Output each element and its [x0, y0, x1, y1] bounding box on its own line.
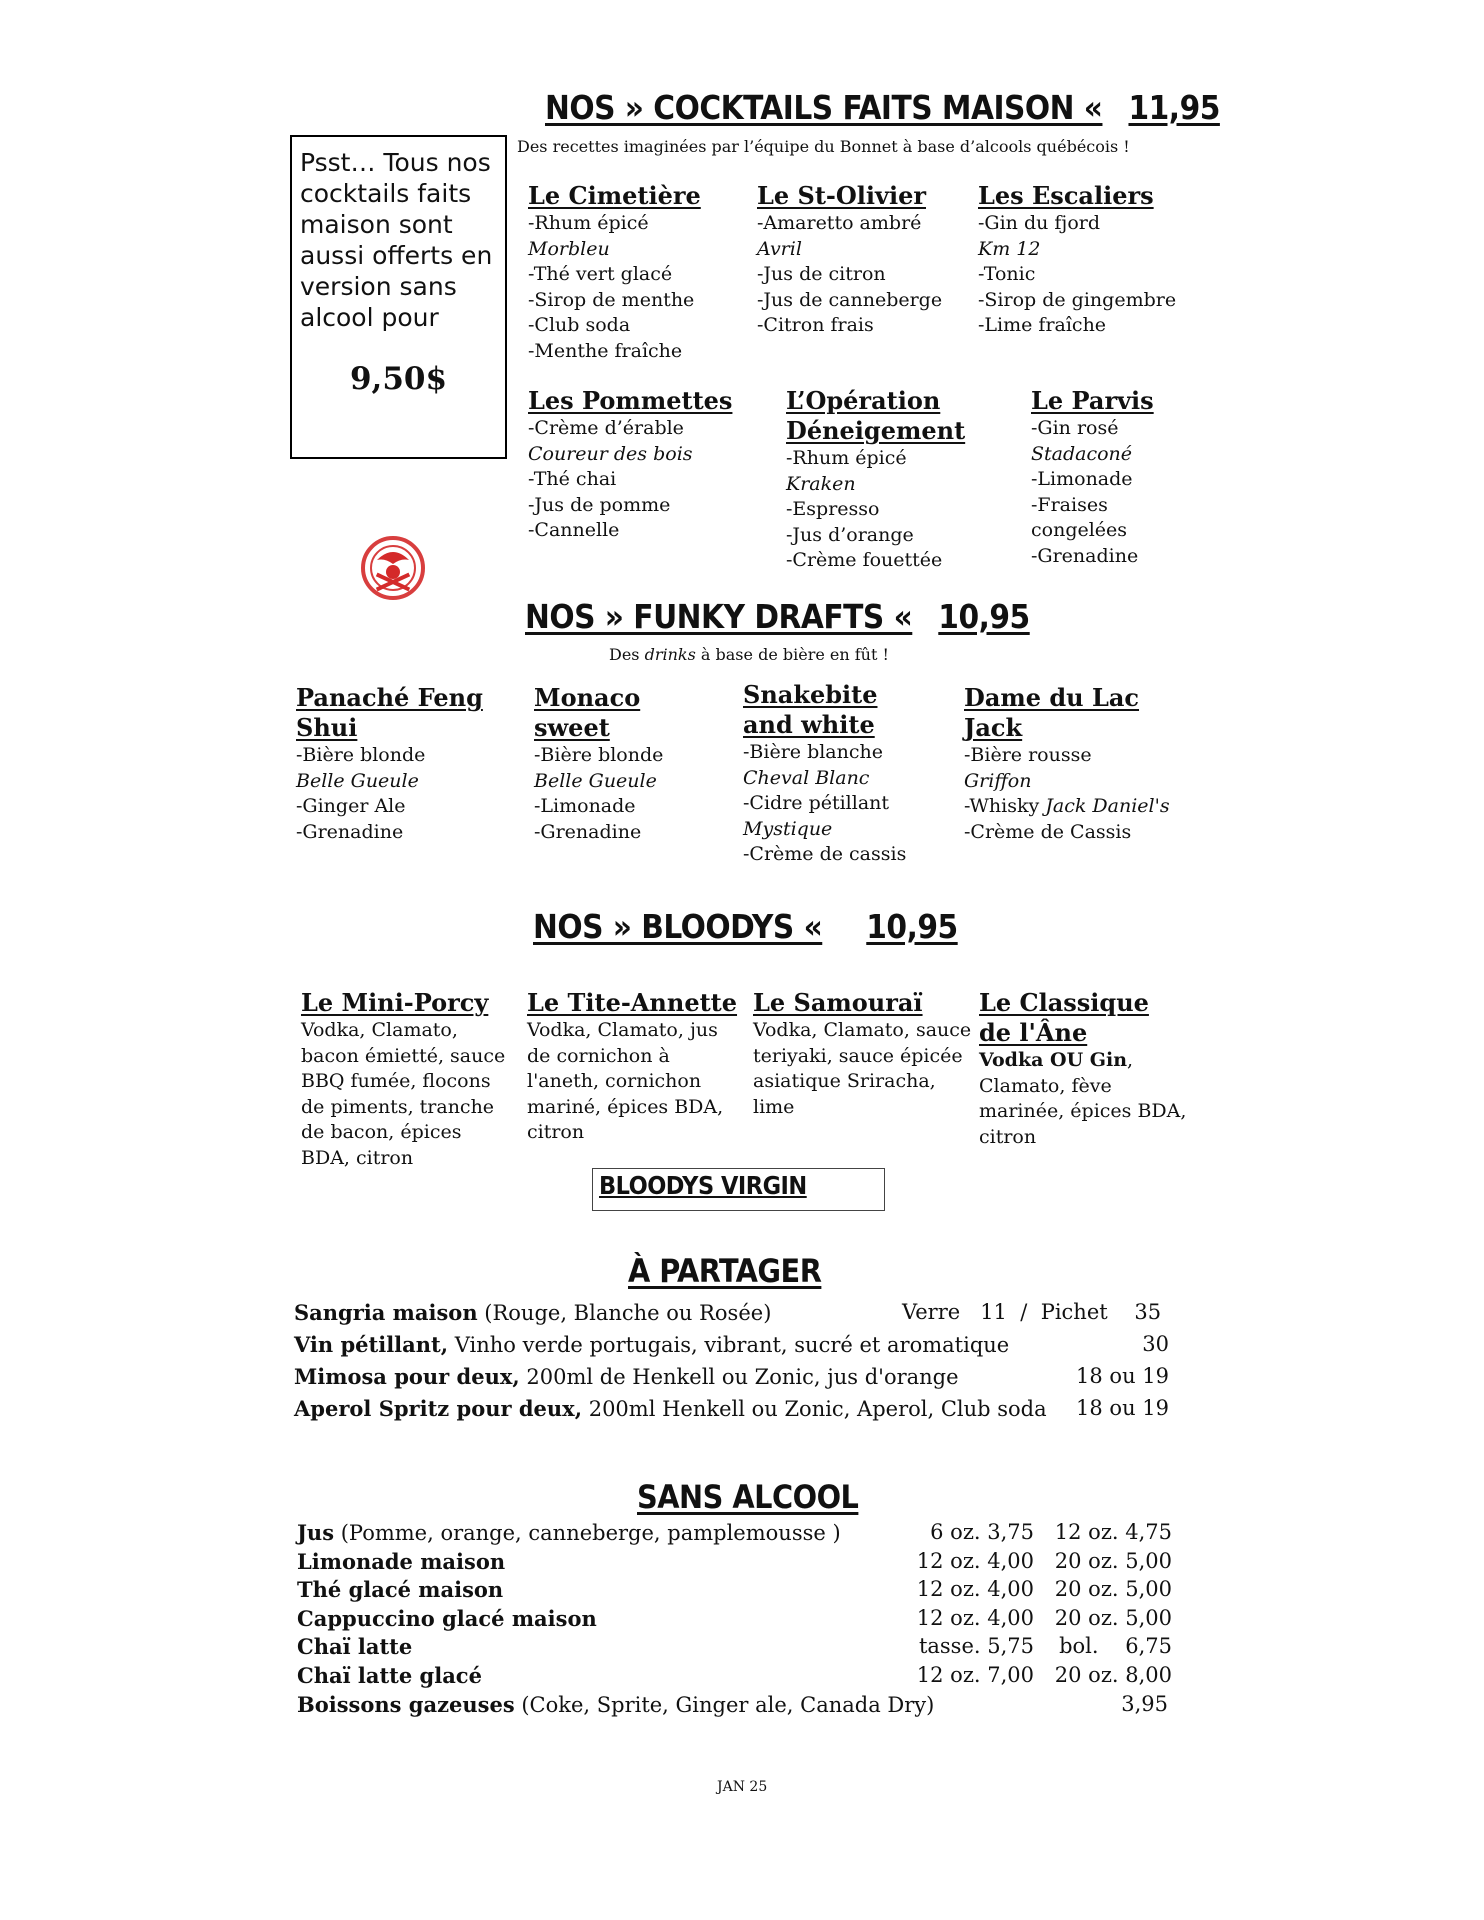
- ingredient: -Rhum épicé: [528, 212, 649, 234]
- ingredient: -Limonade: [534, 795, 636, 817]
- bloodys-price: 10,95: [866, 907, 958, 946]
- nonalc-p2: 3,95: [1121, 1692, 1168, 1716]
- ingredient: -Amaretto ambré: [757, 212, 922, 234]
- nonalc-row-cappuccino: Cappuccino glacé maison: [297, 1606, 597, 1631]
- ingredient: -Tonic: [978, 263, 1036, 285]
- drink-name: Monaco sweet: [534, 683, 641, 742]
- drink-name: Le Cimetière: [528, 181, 701, 210]
- drafts-title: [525, 597, 1030, 636]
- share-price: 30: [1142, 1332, 1169, 1356]
- ingredient: -Jus de pomme: [528, 493, 671, 516]
- ingredient: -Ginger Ale: [296, 795, 406, 817]
- ingredient: -Citron frais: [757, 314, 874, 336]
- share-row-vin-petillant: Vin pétillant, Vinho verde portugais, vibrant, sucré et aromatique 30: [294, 1332, 1169, 1357]
- non-alcoholic-note: [290, 135, 507, 459]
- ingredient-brand: Belle Gueule: [534, 769, 657, 792]
- ingredient: -Fraises congelées: [1031, 493, 1128, 541]
- nonalc-title: SANS ALCOOL: [637, 1478, 859, 1516]
- ingredient: -Cannelle: [528, 519, 620, 541]
- ingredient: -Cidre pétillant: [743, 792, 890, 814]
- nonalc-p2: 12 oz. 4,75: [1054, 1520, 1172, 1544]
- drink-name: Le St-Olivier: [757, 181, 926, 210]
- cocktails-title-text: NOS » COCKTAILS FAITS MAISON «: [545, 88, 1103, 127]
- draft-panache-feng-shui: [296, 683, 491, 845]
- ingredient: -Grenadine: [1031, 544, 1139, 567]
- share-row-mimosa: Mimosa pour deux, 200ml de Henkell ou Zonic, jus d'orange 18 ou 19: [294, 1364, 1169, 1389]
- ingredient: -Crème de cassis: [743, 843, 907, 865]
- note-price: 9,50$: [349, 361, 448, 397]
- ingredient: -Bière rousse: [964, 744, 1092, 766]
- drink-description: Vodka, Clamato, bacon émietté, sauce BBQ fumée, flocons de piments, tranche de bacon, épices BDA, citron: [301, 1019, 506, 1169]
- cocktail-les-pommettes: [528, 386, 748, 544]
- nonalc-p1: 12 oz. 7,00: [916, 1663, 1034, 1687]
- cocktail-operation-deneigement: [786, 386, 986, 574]
- ingredient: -Sirop de menthe: [528, 288, 695, 311]
- share-price: 18 ou 19: [1076, 1364, 1169, 1388]
- bloody-le-classique-de-lane: [979, 988, 1189, 1150]
- ingredient: -Limonade: [1031, 468, 1133, 490]
- ingredient: -Espresso: [786, 498, 880, 520]
- ingredient-brand: Km 12: [978, 237, 1041, 260]
- nonalc-p1: 12 oz. 4,00: [916, 1577, 1034, 1601]
- draft-monaco-sweet: [534, 683, 684, 845]
- ingredient: -Menthe fraîche: [528, 339, 683, 362]
- drink-description: Vodka, Clamato, jus de cornichon à l'aneth, cornichon mariné, épices BDA, citron: [527, 1019, 724, 1143]
- footer-date: JAN 25: [717, 1779, 768, 1795]
- nonalc-row-chai-latte: Chaï latte: [297, 1634, 413, 1659]
- ingredient: -Crème de Cassis: [964, 820, 1132, 843]
- ingredient-brand: Stadaconé: [1031, 442, 1133, 465]
- drafts-subtitle: Des drinks à base de bière en fût !: [609, 645, 889, 664]
- ingredient-brand: Coureur des bois: [528, 442, 693, 465]
- nonalc-row-jus: Jus (Pomme, orange, canneberge, pamplemousse ): [297, 1520, 841, 1545]
- nonalc-row-limonade: Limonade maison: [297, 1549, 506, 1574]
- cocktail-les-escaliers: [978, 181, 1208, 339]
- nonalc-p1: tasse. 5,75: [918, 1634, 1034, 1658]
- drink-name: L’Opération Déneigement: [786, 386, 966, 445]
- ingredient-brand: Belle Gueule: [296, 769, 419, 792]
- ingredient: -Club soda: [528, 314, 631, 336]
- bloodys-virgin-label: BLOODYS VIRGIN: [599, 1171, 807, 1200]
- nonalc-p1: 12 oz. 4,00: [916, 1606, 1034, 1630]
- ingredient: -Rhum épicé: [786, 447, 907, 469]
- bloody-le-tite-annette: [527, 988, 739, 1146]
- ingredient: -Bière blonde: [534, 744, 664, 766]
- ingredient-brand: Morbleu: [528, 237, 610, 260]
- ingredient: -Thé chai: [528, 468, 617, 490]
- drink-name: Le Parvis: [1031, 386, 1154, 415]
- cocktail-le-cimetiere: [528, 181, 748, 364]
- nonalc-p2: bol. 6,75: [1059, 1634, 1172, 1658]
- drink-name: Panaché Feng Shui: [296, 683, 483, 742]
- ingredient-brand: Mystique: [743, 817, 833, 840]
- bloodys-title: [533, 907, 958, 946]
- ingredient: -Lime fraîche: [978, 314, 1107, 336]
- drink-name: Dame du Lac Jack: [964, 683, 1140, 742]
- ingredient: -Sirop de gingembre: [978, 288, 1177, 311]
- drink-name: Le Mini-Porcy: [301, 988, 489, 1017]
- draft-dame-du-lac-jack: [964, 683, 1184, 845]
- cocktails-price: 11,95: [1128, 88, 1220, 127]
- ingredient: -Jus d’orange: [786, 523, 914, 546]
- ingredient: -Crème fouettée: [786, 549, 943, 571]
- nonalc-row-chai-latte-glace: Chaï latte glacé: [297, 1663, 482, 1688]
- drink-description: Vodka, Clamato, sauce teriyaki, sauce épicée asiatique Sriracha, lime: [753, 1019, 972, 1118]
- drafts-title-text: NOS » FUNKY DRAFTS «: [525, 597, 913, 636]
- share-price: Verre 11 / Pichet 35: [902, 1300, 1162, 1324]
- share-price: 18 ou 19: [1076, 1396, 1169, 1420]
- ingredient: -Crème d’érable: [528, 417, 684, 439]
- drink-name: Le Samouraï: [753, 988, 923, 1017]
- drink-name: Les Pommettes: [528, 386, 733, 415]
- bloodys-title-text: NOS » BLOODYS «: [533, 907, 823, 946]
- ingredient: -Bière blanche: [743, 741, 883, 763]
- ingredient: -Jus de citron: [757, 263, 886, 285]
- draft-snakebite-and-white: [743, 680, 928, 868]
- ingredient: -Grenadine: [296, 820, 404, 843]
- drink-description: Vodka OU Gin, Clamato, fève marinée, épices BDA, citron: [979, 1049, 1187, 1148]
- drink-name: Le Tite-Annette: [527, 988, 738, 1017]
- ingredient: -Gin du fjord: [978, 212, 1100, 234]
- nonalc-p1: 12 oz. 4,00: [916, 1549, 1034, 1573]
- ingredient: -Grenadine: [534, 820, 642, 843]
- bloody-le-mini-porcy: [301, 988, 506, 1171]
- nonalc-p1: 6 oz. 3,75: [930, 1520, 1034, 1544]
- nonalc-p2: 20 oz. 8,00: [1054, 1663, 1172, 1687]
- ingredient: -Thé vert glacé: [528, 263, 673, 285]
- ingredient: -Whisky Jack Daniel's: [964, 795, 1170, 817]
- nonalc-p2: 20 oz. 5,00: [1054, 1549, 1172, 1573]
- cocktail-le-parvis: [1031, 386, 1181, 569]
- drink-name: Snakebite and white: [743, 680, 878, 739]
- bonnet-stamp-logo: [355, 530, 431, 606]
- bloodys-virgin-box: [592, 1168, 885, 1211]
- cocktails-title: [545, 88, 1220, 127]
- nonalc-p2: 20 oz. 5,00: [1054, 1577, 1172, 1601]
- drink-name: Les Escaliers: [978, 181, 1154, 210]
- ingredient-brand: Griffon: [964, 769, 1032, 792]
- cocktail-le-st-olivier: [757, 181, 977, 339]
- share-row-sangria: Sangria maison (Rouge, Blanche ou Rosée) Verre 11 / Pichet 35: [294, 1300, 1162, 1325]
- nonalc-p2: 20 oz. 5,00: [1054, 1606, 1172, 1630]
- share-title: À PARTAGER: [628, 1252, 822, 1290]
- nonalc-row-boissons-gazeuses: Boissons gazeuses (Coke, Sprite, Ginger ale, Canada Dry): [297, 1692, 935, 1717]
- drink-name: Le Classique de l'Âne: [979, 988, 1149, 1047]
- nonalc-row-the-glace: Thé glacé maison: [297, 1577, 504, 1602]
- ingredient: -Gin rosé: [1031, 417, 1119, 439]
- drafts-price: 10,95: [938, 597, 1030, 636]
- ingredient-brand: Avril: [757, 237, 802, 260]
- ingredient-brand: Kraken: [786, 472, 856, 495]
- ingredient-brand: Cheval Blanc: [743, 766, 870, 789]
- cocktails-subtitle: Des recettes imaginées par l’équipe du Bonnet à base d’alcools québécois !: [517, 137, 1130, 156]
- ingredient: -Jus de canneberge: [757, 288, 943, 311]
- share-row-aperol: Aperol Spritz pour deux, 200ml Henkell ou Zonic, Aperol, Club soda 18 ou 19: [294, 1396, 1169, 1421]
- ingredient: -Bière blonde: [296, 744, 426, 766]
- bloody-le-samourai: [753, 988, 978, 1120]
- note-text: Psst… Tous nos cocktails faits maison sont aussi offerts en version sans alcool pour: [300, 148, 493, 332]
